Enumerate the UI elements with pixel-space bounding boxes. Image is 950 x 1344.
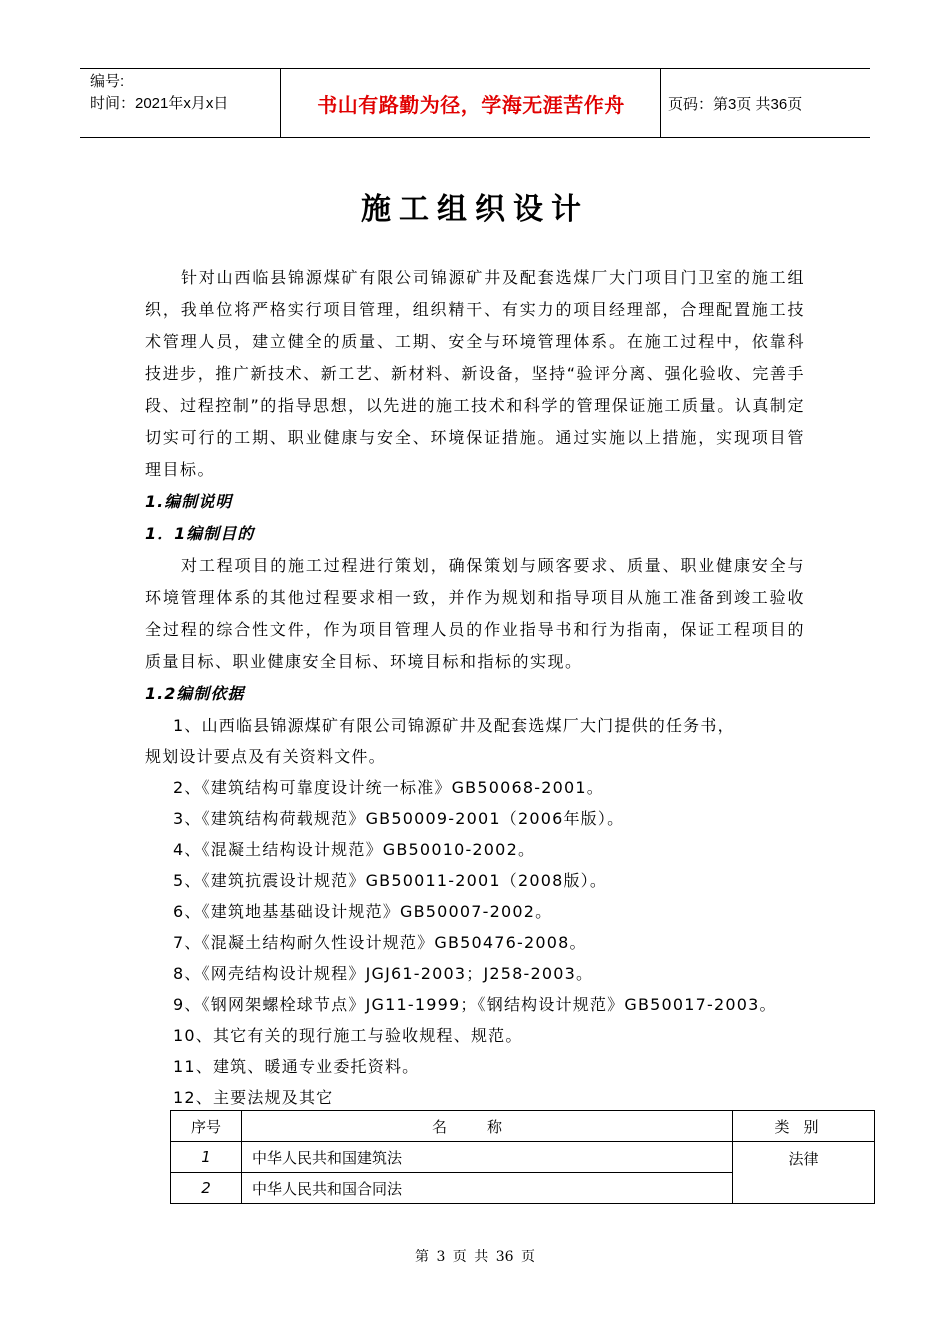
column-header-name: 名称 (242, 1111, 733, 1142)
reference-item: 6、《建筑地基基础设计规范》GB50007-2002。 (173, 902, 553, 921)
reference-item: 5、《建筑抗震设计规范》GB50011-2001（2008版）。 (173, 871, 608, 890)
subsection-heading: 1.2编制依据 (145, 684, 245, 703)
reference-item: 2、《建筑结构可靠度设计统一标准》GB50068-2001。 (173, 778, 604, 797)
time-label: 时间：2021年x月x日 (90, 95, 229, 112)
reference-item: 9、《钢网架螺栓球节点》JG11-1999；《钢结构设计规范》GB50017-2003。 (173, 995, 777, 1014)
page-header (80, 68, 870, 138)
table-header-row (171, 1111, 875, 1142)
column-header-category: 类别 (733, 1111, 875, 1142)
reference-item: 8、《网壳结构设计规程》JGJ61-2003；J258-2003。 (173, 964, 594, 983)
reference-item: 4、《混凝土结构设计规范》GB50010-2002。 (173, 840, 536, 859)
row-name: 中华人民共和国建筑法 (242, 1142, 733, 1173)
header-motto: 书山有路勤为径，学海无涯苦作舟 (317, 92, 625, 117)
header-meta (90, 71, 228, 115)
row-name: 中华人民共和国合同法 (242, 1173, 733, 1204)
page-code: 页码：第3页 共36页 (668, 95, 803, 113)
reference-item-continued: 规划设计要点及有关资料文件。 (145, 747, 386, 766)
reference-item: 12、主要法规及其它 (173, 1088, 334, 1107)
reference-item: 11、建筑、暖通专业委托资料。 (173, 1057, 420, 1076)
table-row (171, 1142, 875, 1173)
reference-item: 10、其它有关的现行施工与验收规程、规范。 (173, 1026, 523, 1045)
document-body (145, 262, 805, 1113)
number-label: 编号: (90, 73, 125, 90)
column-header-num: 序号 (171, 1111, 242, 1142)
section-heading: 1.编制说明 (145, 492, 233, 511)
header-divider (280, 69, 281, 137)
page-footer: 第 3 页 共 36 页 (415, 1249, 535, 1265)
laws-table (170, 1110, 875, 1204)
purpose-paragraph: 对工程项目的施工过程进行策划，确保策划与顾客要求、质量、职业健康安全与环境管理体系的其他过程要求相一致，并作为规划和指导项目从施工准备到竣工验收全过程的综合性文件，作为项目管理人员的作业指导书和行为指南，保证工程项目的质量目标、职业健康安全目标、环境目标和指标的实现。 (145, 556, 805, 671)
row-num: 1 (171, 1142, 242, 1173)
reference-item: 7、《混凝土结构耐久性设计规范》GB50476-2008。 (173, 933, 587, 952)
header-divider (660, 69, 661, 137)
row-num: 2 (171, 1173, 242, 1204)
row-category: 法律 (733, 1142, 875, 1204)
reference-item: 1、山西临县锦源煤矿有限公司锦源矿井及配套选煤厂大门提供的任务书， (173, 716, 735, 735)
intro-paragraph: 针对山西临县锦源煤矿有限公司锦源矿井及配套选煤厂大门项目门卫室的施工组织，我单位将严格实行项目管理，组织精干、有实力的项目经理部，合理配置施工技术管理人员，建立健全的质量、工期、安全与环境管理体系。在施工过程中，依靠科技进步，推广新技术、新工艺、新材料、新设备，坚持“验评分离、强化验收、完善手段、过程控制”的指导思想，以先进的施工技术和科学的管理保证施工质量。认真制定切实可行的工期、职业健康与安全、环境保证措施。通过实施以上措施，实现项目管理目标。 (145, 268, 805, 479)
subsection-heading: 1．1编制目的 (145, 524, 255, 543)
document-title: 施工组织设计 (361, 192, 589, 227)
reference-item: 3、《建筑结构荷载规范》GB50009-2001（2006年版）。 (173, 809, 625, 828)
